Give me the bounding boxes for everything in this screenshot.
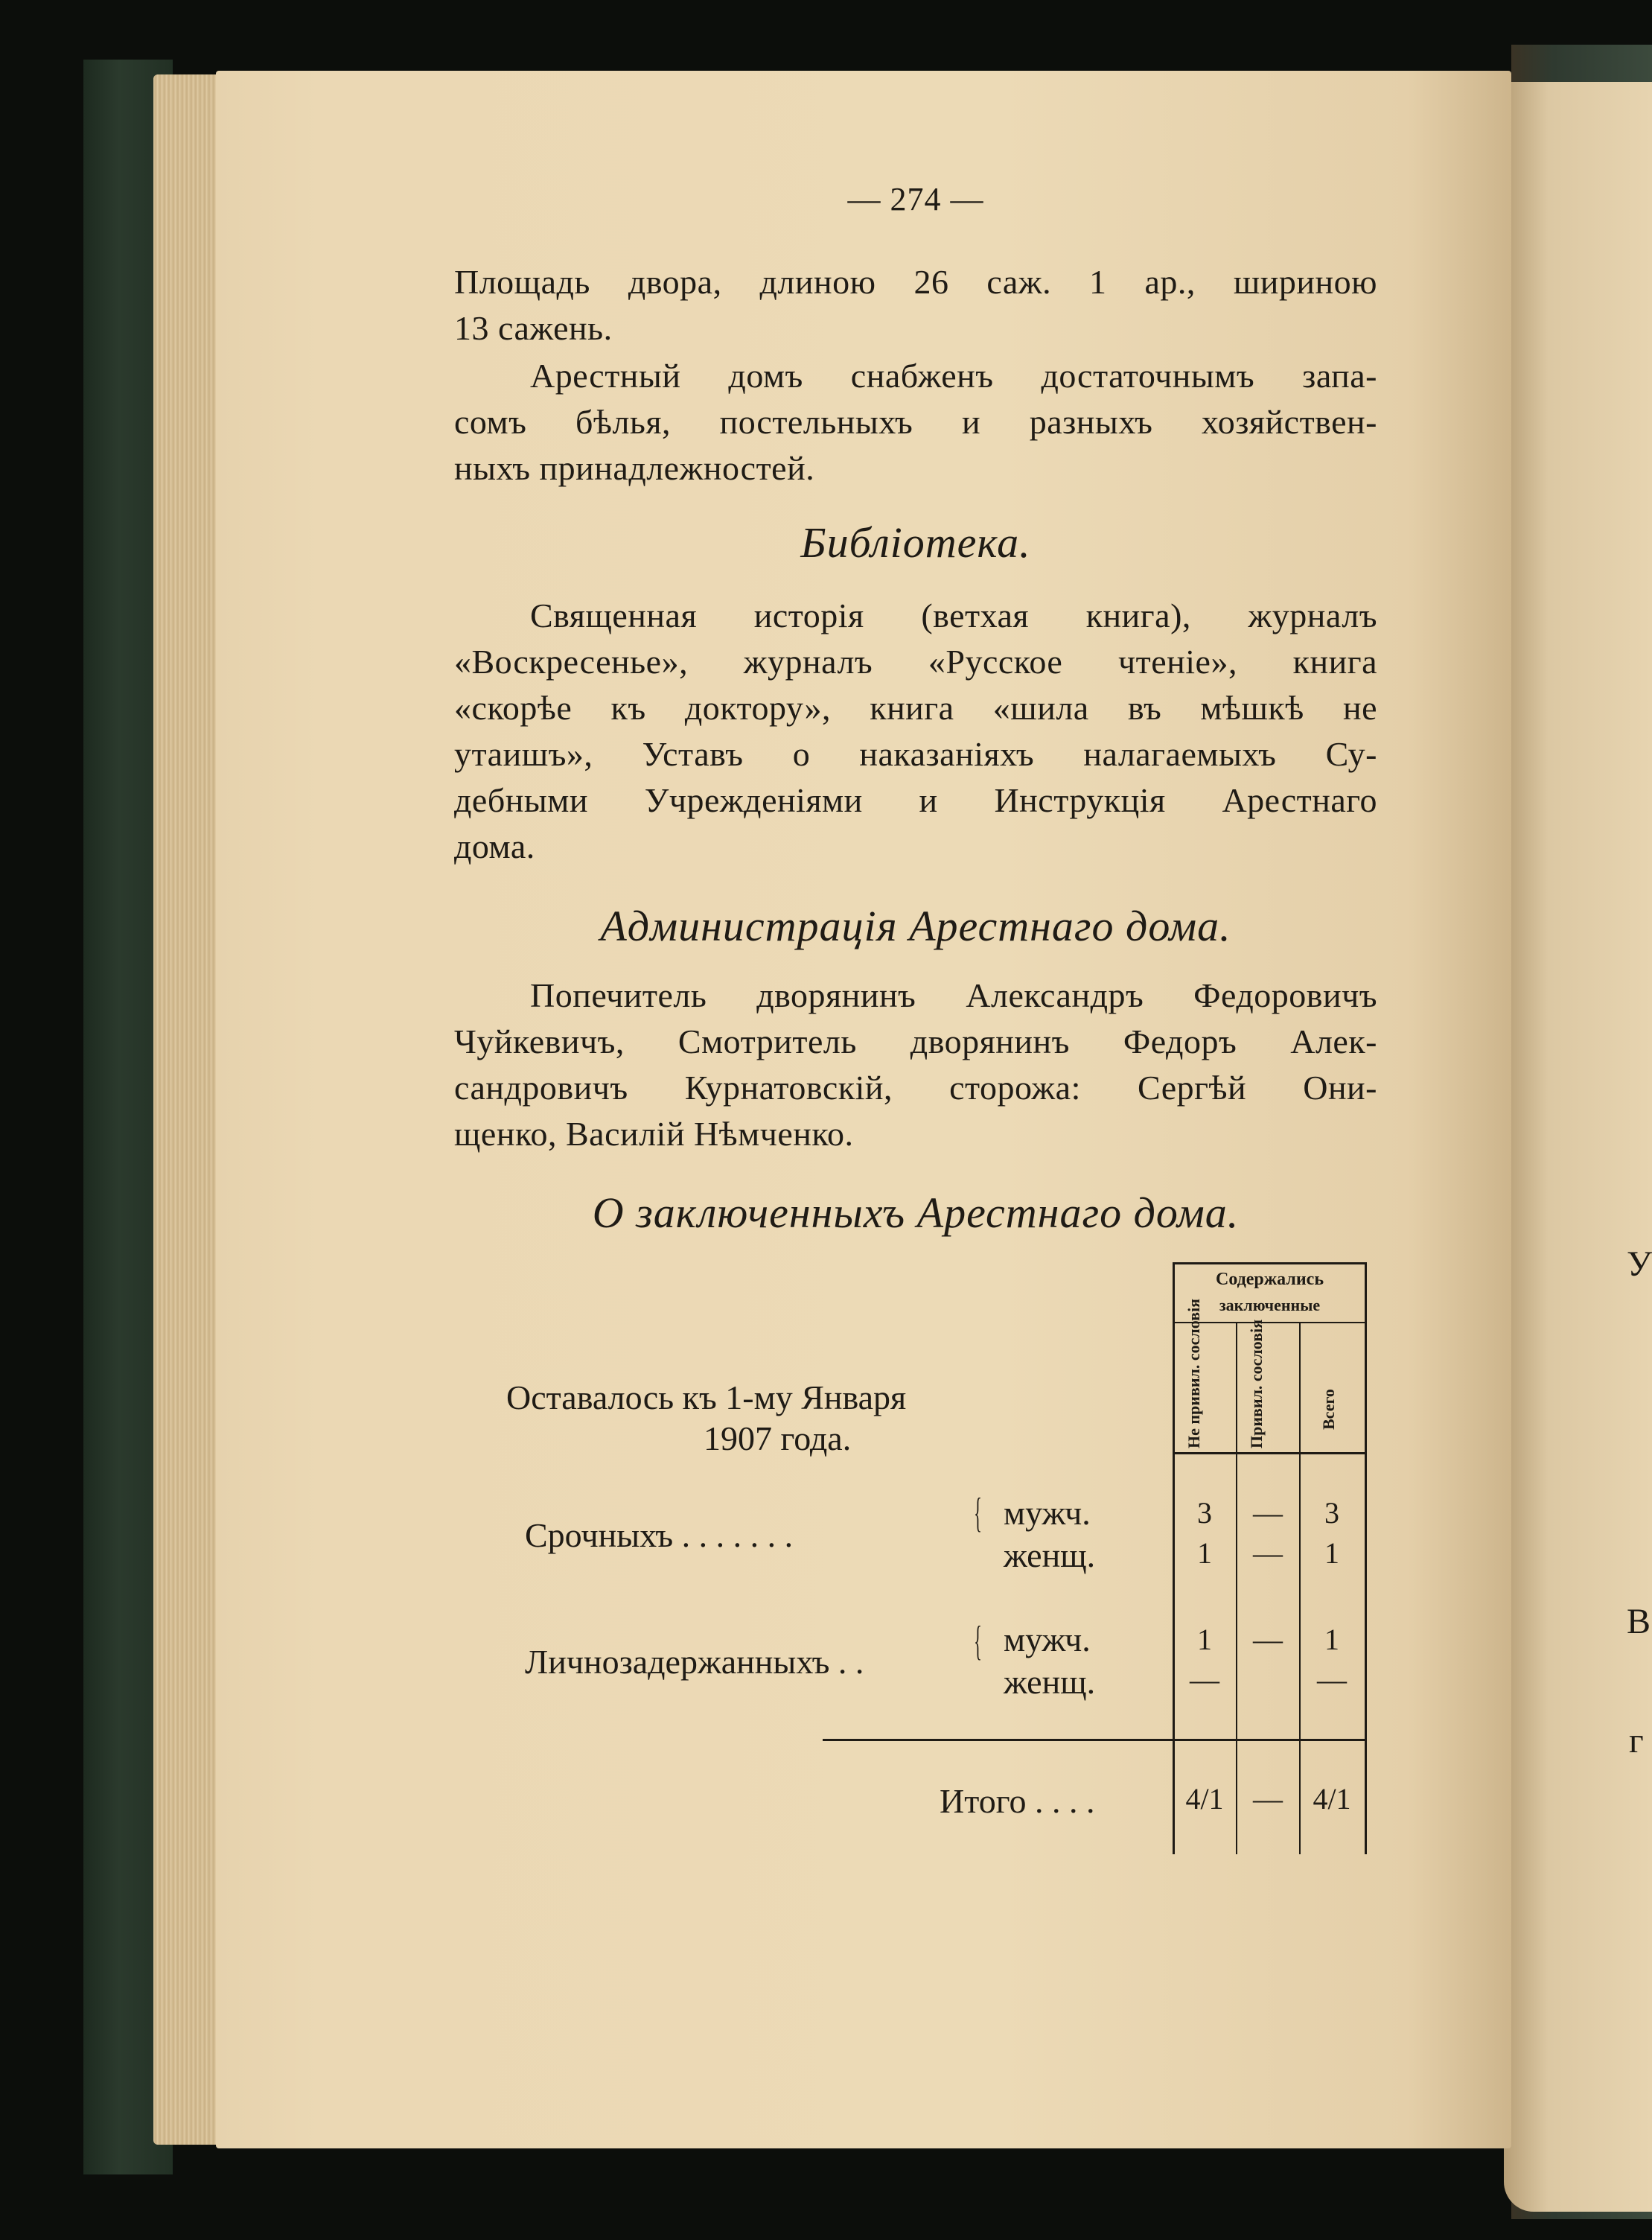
text-line: Священная исторія (ветхая книга), журналъ (530, 596, 1377, 634)
facing-page-letter: г (1629, 1721, 1644, 1760)
total-label: Итого . . . . (940, 1782, 1095, 1820)
table-rule (823, 1739, 1366, 1741)
row-sub-label: мужч. (1004, 1620, 1091, 1658)
total-cell: 4/1 (1313, 1782, 1351, 1816)
row-group-label: Личнозадержанныхъ . . (525, 1643, 864, 1681)
section-heading: О заключенныхъ Арестнаго дома. (592, 1189, 1240, 1237)
text-line: «Воскресенье», журналъ «Русское чтеніе», книга (454, 643, 1377, 681)
table-cell: — (1253, 1496, 1283, 1530)
page-number: — 274 — (847, 181, 984, 217)
row-sub-label: мужч. (1004, 1494, 1091, 1532)
table-rule (1173, 1262, 1366, 1264)
facing-page-letter: В (1627, 1602, 1651, 1641)
table-cell: — (1253, 1536, 1283, 1570)
table-cell: — (1190, 1663, 1219, 1696)
table-column-header: Не привил. сословія (1184, 1298, 1203, 1448)
table-cell: 1 (1197, 1623, 1212, 1656)
facing-page (1504, 82, 1652, 2212)
text-line: ныхъ принадлежностей. (454, 449, 815, 487)
table-cell: 1 (1324, 1623, 1339, 1656)
text-line: Чуйкевичъ, Смотритель дворянинъ Федоръ Алек- (454, 1022, 1377, 1060)
text-line: «скорѣе къ доктору», книга «шила въ мѣшкѣ не (454, 689, 1377, 727)
table-cell: 3 (1324, 1496, 1339, 1530)
row-sub-label: женщ. (1004, 1663, 1096, 1701)
table-rule (1173, 1452, 1366, 1454)
section-heading: Администрація Арестнаго дома. (600, 902, 1231, 950)
table-group-header: Содержались (1215, 1270, 1324, 1289)
table-cell: 1 (1197, 1536, 1212, 1570)
table-cell: 3 (1197, 1496, 1212, 1530)
table-intro-label: Оставалось къ 1-му Января (506, 1378, 907, 1416)
text-line: Арестный домъ снабженъ достаточнымъ запа- (530, 357, 1377, 395)
table-intro-label: 1907 года. (704, 1419, 852, 1457)
text-line: щенко, Василій Нѣмченко. (454, 1115, 854, 1153)
table-cell: — (1317, 1663, 1347, 1696)
total-cell: — (1253, 1782, 1283, 1816)
section-heading: Библіотека. (800, 518, 1031, 567)
text-line: сандровичъ Курнатовскій, сторожа: Сергѣй Они- (454, 1069, 1377, 1107)
brace: { (974, 1490, 982, 1536)
table-column-header: Привил. сословія (1247, 1319, 1266, 1448)
text-line: утаишъ», Уставъ о наказаніяхъ налагаемыхъ Су- (454, 735, 1377, 773)
table-rule (1236, 1323, 1237, 1854)
text-line: дома. (454, 827, 535, 865)
text-line: сомъ бѣлья, постельныхъ и разныхъ хозяйствен- (454, 403, 1377, 441)
table-cell: — (1253, 1623, 1283, 1656)
table-group-header: заключенные (1219, 1296, 1321, 1314)
table-rule (1299, 1323, 1301, 1854)
text-line: Площадь двора, длиною 26 саж. 1 ар., шириною (454, 263, 1377, 301)
facing-page-letter: У (1627, 1244, 1652, 1284)
row-group-label: Срочныхъ . . . . . . . (525, 1516, 794, 1554)
text-line: Попечитель дворянинъ Александръ Федоровичъ (530, 976, 1377, 1014)
row-sub-label: женщ. (1004, 1536, 1096, 1574)
brace: { (974, 1618, 982, 1664)
table-rule (1365, 1262, 1367, 1854)
table-column-header: Всего (1319, 1389, 1338, 1430)
text-line: дебными Учрежденіями и Инструкція Арестнаго (454, 781, 1377, 819)
total-cell: 4/1 (1185, 1782, 1224, 1816)
text-line: 13 сажень. (454, 309, 613, 347)
table-cell: 1 (1324, 1536, 1339, 1570)
